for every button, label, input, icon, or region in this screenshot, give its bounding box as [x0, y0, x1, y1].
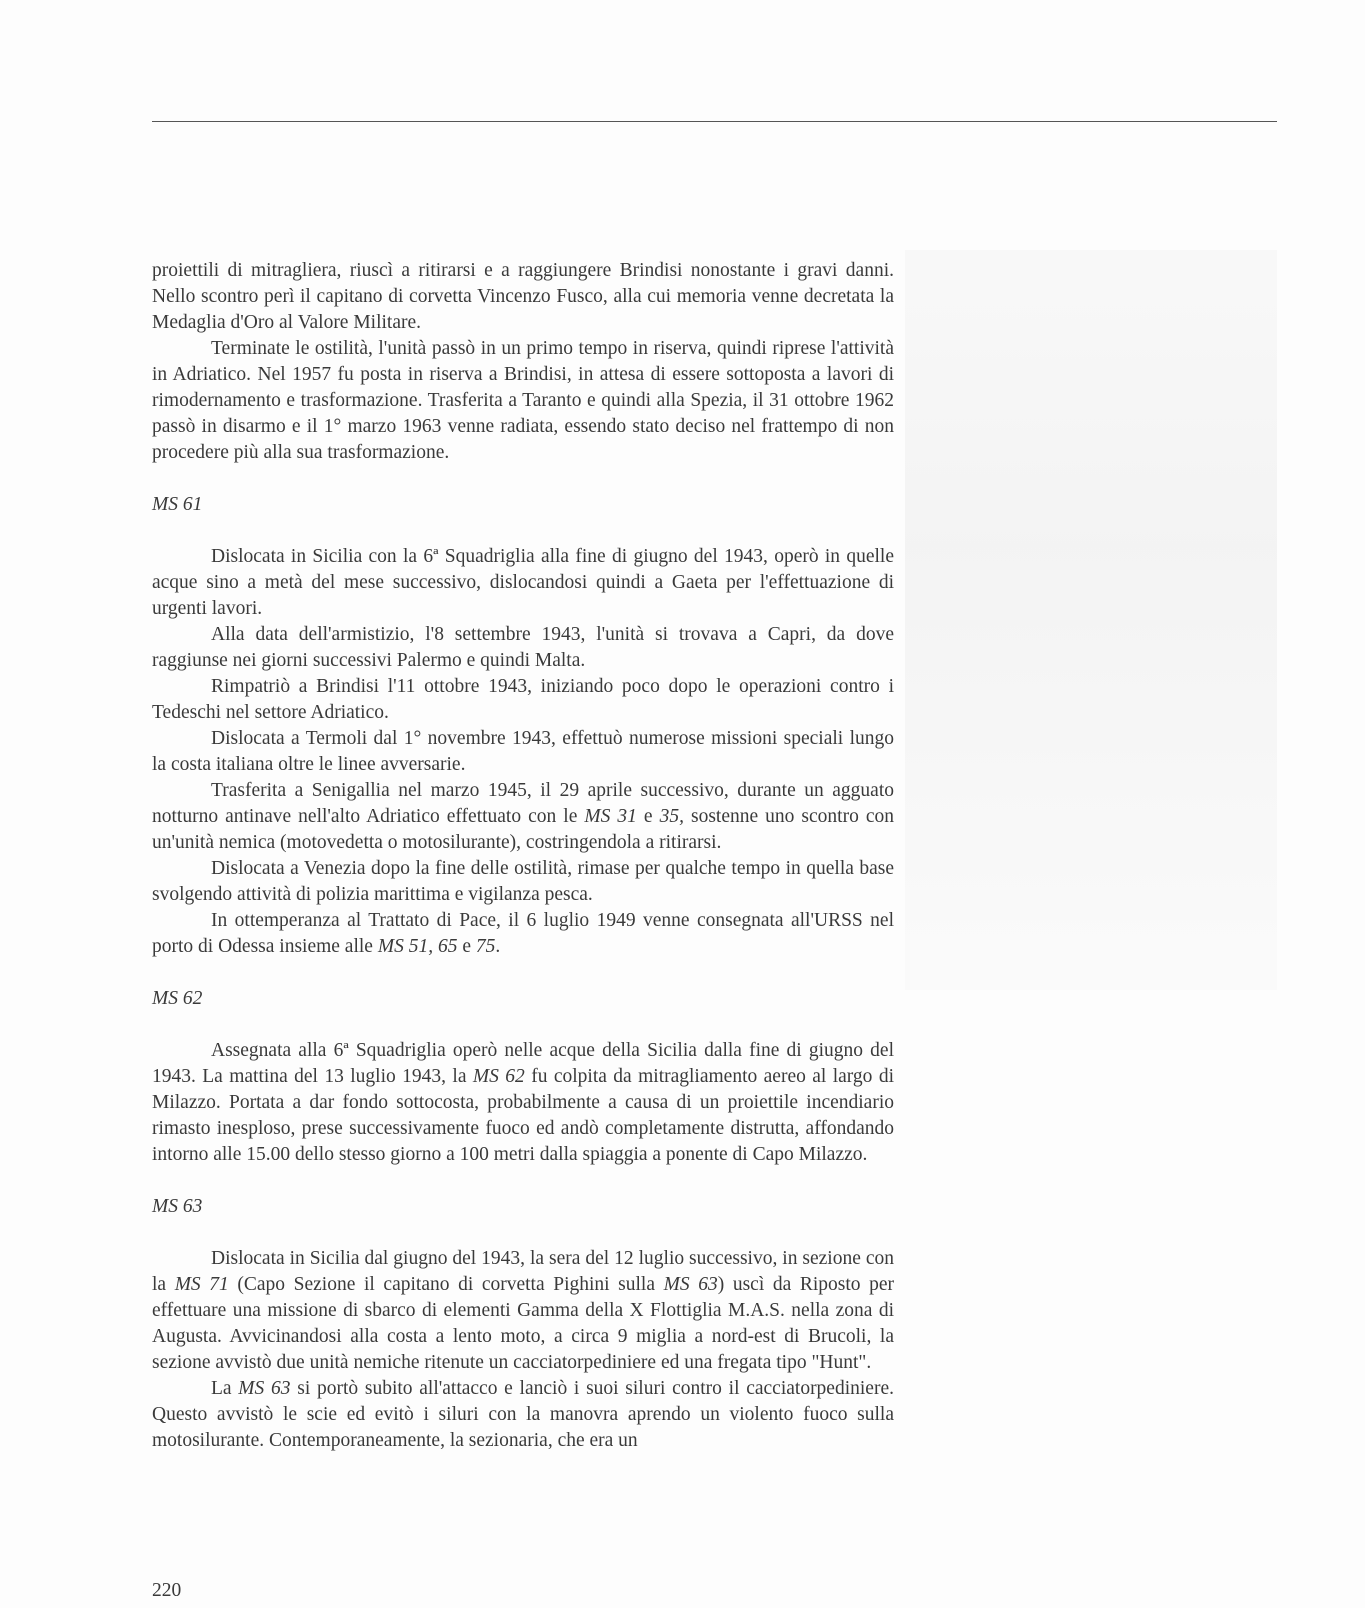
- paragraph: [152, 908, 894, 960]
- bleed-through-shadow: [905, 250, 1277, 990]
- page-number: 220: [152, 1580, 182, 1601]
- text-run: sostenne uno scontro con un'unità nemica (motovedetta o motosilurante), costringendola a ritirarsi.: [152, 806, 894, 853]
- paragraph: Dislocata a Venezia dopo la fine delle ostilità, rimase per qualche tempo in quella base svolgendo attività di polizia marittima e vigilanza pesca.: [152, 858, 894, 905]
- text-run: Assegnata alla 6ª Squadriglia operò nelle acque della Sicilia dalla fine di giugno del 1943. La mattina del 13 luglio 1943, la: [152, 1040, 894, 1087]
- header-rule: [152, 121, 1277, 122]
- vessel-ref: MS 62: [472, 1066, 525, 1087]
- paragraph: Dislocata in Sicilia con la 6ª Squadriglia alla fine di giugno del 1943, operò in quelle acque sino a metà del mese successivo, dislocandosi quindi a Gaeta per l'effettuazione di urgenti lavori.: [152, 546, 894, 619]
- text-run: si portò subito all'attacco e lanciò i suoi siluri contro il cacciatorpediniere. Questo avvistò le scie ed evitò i siluri con la manovra aprendo un violento fuoco sulla motosilurante. Contemporaneamente, la sezionaria, che era un: [152, 1378, 894, 1451]
- body-text: [152, 258, 894, 1454]
- section-heading-ms61: MS 61: [152, 494, 203, 515]
- paragraph: Rimpatriò a Brindisi l'11 ottobre 1943, iniziando poco dopo le operazioni contro i Tedeschi nel settore Adriatico.: [152, 676, 894, 723]
- paragraph: [152, 1038, 894, 1168]
- text-run: e: [636, 806, 660, 827]
- text-run: ) uscì da Riposto per effettuare una missione di sbarco di elementi Gamma della X Flottiglia M.A.S. nella zona di Augusta. Avvicinandosi alla costa a lento moto, a circa 9 miglia a nord-est di Brucoli, la sezione avvistò due unità nemiche ritenute un cacciatorpediniere ed una fregata tipo "Hunt".: [152, 1274, 895, 1373]
- vessel-ref: MS 63: [663, 1274, 718, 1295]
- text-run: (Capo Sezione il capitano di corvetta Pighini sulla: [228, 1274, 664, 1295]
- text-run: In ottemperanza al Trattato di Pace, il 6 luglio 1949 venne consegnata all'URSS nel porto di Odessa insieme alle: [152, 910, 894, 957]
- paragraph: proiettili di mitragliera, riuscì a ritirarsi e a raggiungere Brindisi nonostante i gravi danni. Nello scontro perì il capitano di corvetta Vincenzo Fusco, alla cui memoria venne decretata la Medaglia d'Oro al Valore Militare.: [152, 260, 894, 333]
- text-run: .: [495, 936, 501, 957]
- text-run: La: [211, 1378, 239, 1399]
- vessel-ref: MS 31: [584, 806, 637, 827]
- paragraph: Terminate le ostilità, l'unità passò in un primo tempo in riserva, quindi riprese l'attività in Adriatico. Nel 1957 fu posta in riserva a Brindisi, in attesa di essere sottoposta a lavori di rimodernamento e trasformazione. Trasferita a Taranto e quindi alla Spezia, il 31 ottobre 1962 passò in disarmo e il 1° marzo 1963 venne radiata, essendo stato deciso nel frattempo di non procedere più alla sua trasformazione.: [152, 338, 894, 463]
- text-run: Trasferita a Senigallia nel marzo 1945, il 29 aprile successivo, durante un agguato notturno antinave nell'alto Adriatico effettuato con le: [152, 780, 894, 827]
- paragraph: Dislocata a Termoli dal 1° novembre 1943, effettuò numerose missioni speciali lungo la costa italiana oltre le linee avversarie.: [152, 728, 894, 775]
- text-run: fu colpita da mitragliamento aereo al largo di Milazzo. Portata a dar fondo sottocosta, probabilmente a causa di un proiettile incendiario rimasto inesploso, prese successivamente fuoco ed andò completamente distrutta, affondando intorno alle 15.00 dello stesso giorno a 100 metri dalla spiaggia a ponente di Capo Milazzo.: [152, 1066, 894, 1165]
- section-heading-ms63: MS 63: [152, 1196, 203, 1217]
- vessel-ref: MS 71: [174, 1274, 229, 1295]
- paragraph: [152, 1376, 894, 1454]
- vessel-ref: 35,: [659, 806, 684, 827]
- paragraph: Alla data dell'armistizio, l'8 settembre 1943, l'unità si trovava a Capri, da dove raggiunse nei giorni successivi Palermo e quindi Malta.: [152, 624, 894, 671]
- vessel-ref: MS 63: [238, 1378, 291, 1399]
- vessel-ref: 75: [475, 936, 496, 957]
- paragraph: [152, 1246, 894, 1376]
- vessel-ref: MS 51, 65: [377, 936, 458, 957]
- section-heading-ms62: MS 62: [152, 988, 203, 1009]
- text-run: e: [457, 936, 476, 957]
- paragraph: [152, 778, 894, 856]
- text-run: Dislocata in Sicilia dal giugno del 1943, la sera del 12 luglio successivo, in sezione con la: [152, 1248, 894, 1295]
